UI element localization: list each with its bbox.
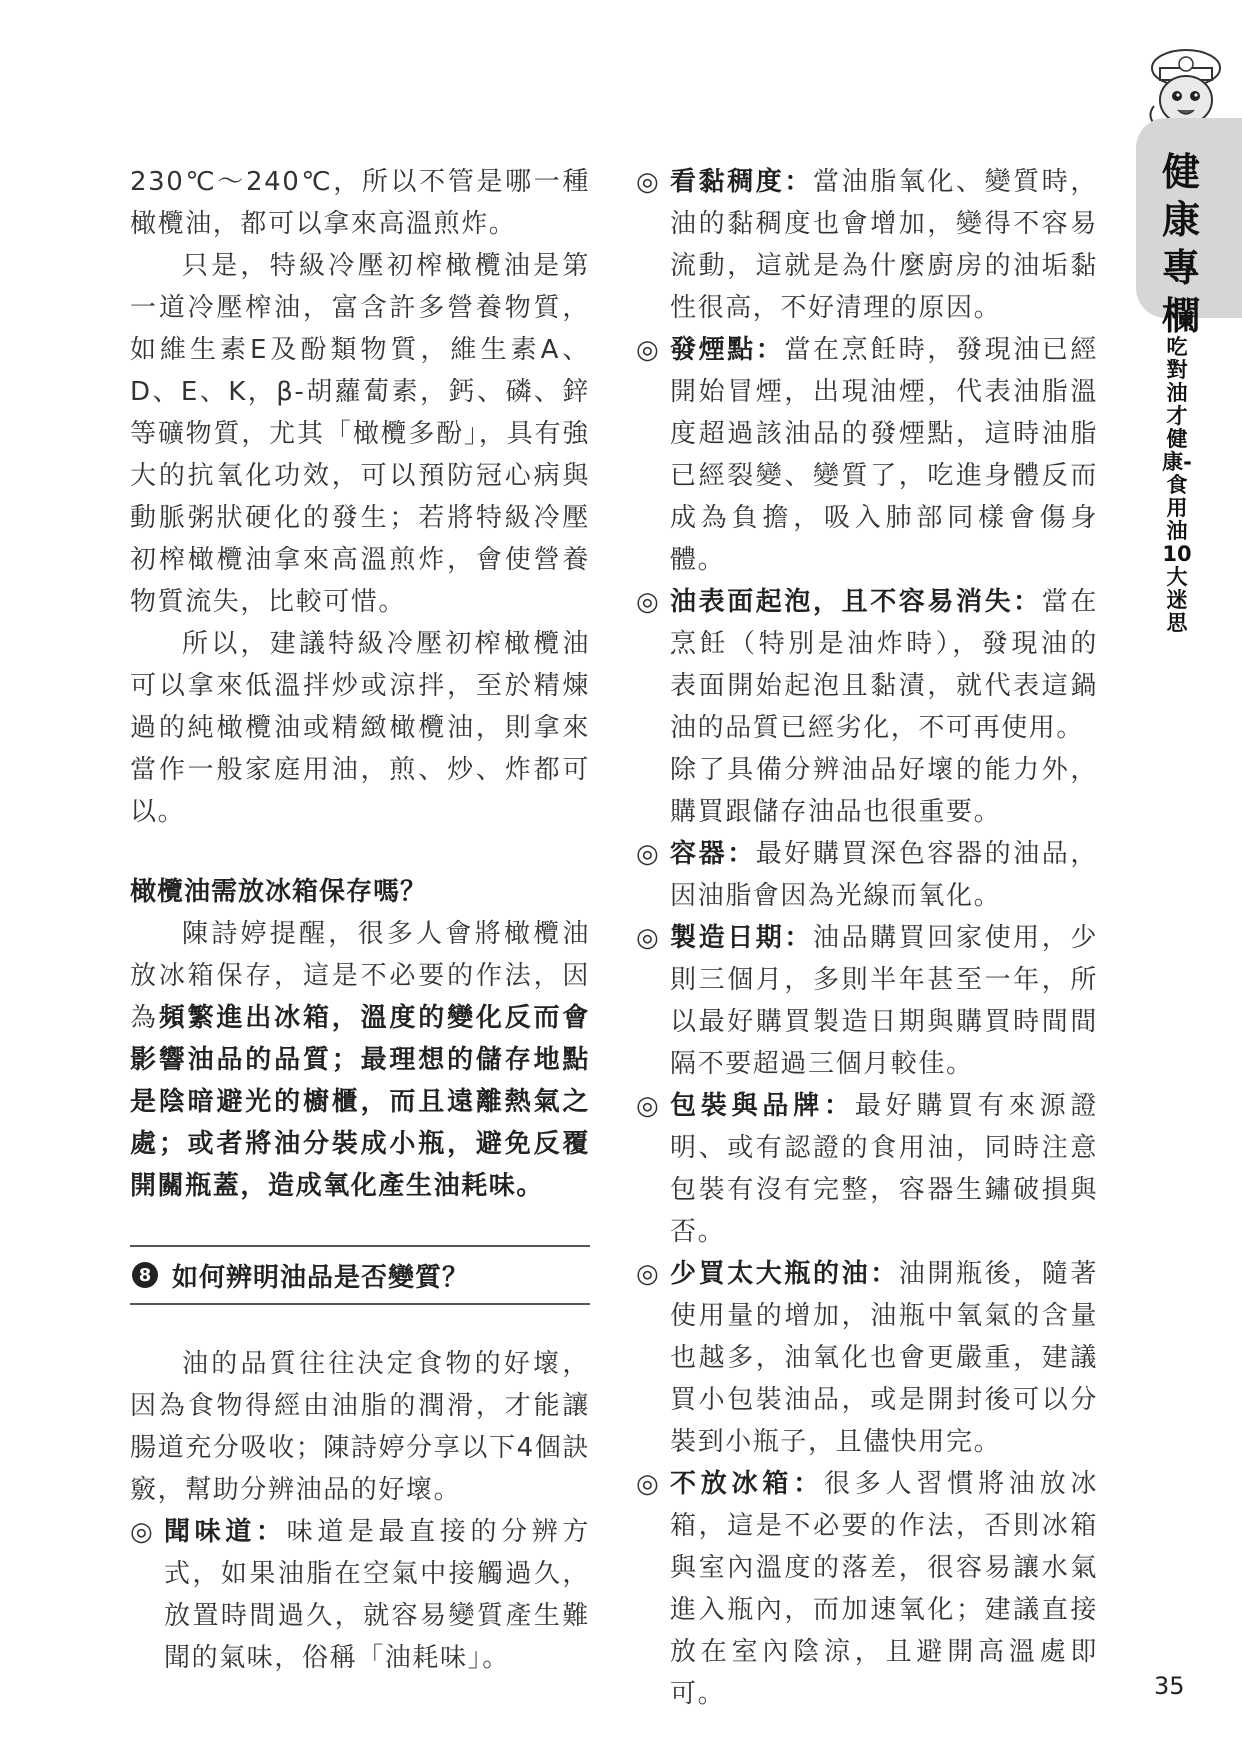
fridge-question-heading: 橄欖油需放冰箱保存嗎？ bbox=[130, 877, 428, 907]
tip-label: 發煙點： bbox=[670, 335, 785, 365]
bullet-mark: ◎ bbox=[636, 1469, 661, 1499]
tip-text: 味道是最直接的分辨方式，如果油脂在空氣中接觸過久，放置時間過久，就容易變質產生難聞的氣味，俗稱「油耗味」。 bbox=[164, 1517, 590, 1673]
tip-smell bbox=[130, 1511, 590, 1679]
tip-viscosity bbox=[636, 161, 1098, 329]
fridge-answer-paragraph bbox=[130, 913, 590, 1207]
tip-manufacture-date bbox=[636, 917, 1098, 1085]
tip-small-bottles bbox=[636, 1253, 1098, 1463]
fridge-answer-text: 陳詩婷提醒，很多人會將橄欖油放冰箱保存，這是不必要的作法，因為 bbox=[130, 919, 590, 1033]
tip-text: 最好購買深色容器的油品，因油脂會因為光線而氧化。 bbox=[670, 839, 1098, 911]
tip-text: 油品購買回家使用，少則三個月，多則半年甚至一年，所以最好購買製造日期與購買時間間隔不要超過三個月較佳。 bbox=[670, 923, 1098, 1079]
fridge-answer-bold-text: 頻繁進出冰箱，溫度的變化反而會影響油品的品質；最理想的儲存地點是陰暗避光的櫥櫃，而且遠離熱氣之處；或者將油分裝成小瓶，避免反覆開關瓶蓋，造成氧化產生油耗味。 bbox=[130, 1003, 590, 1201]
tip-label: 包裝與品牌： bbox=[670, 1091, 855, 1121]
tip-label: 聞味道： bbox=[164, 1517, 287, 1547]
bullet-mark: ◎ bbox=[636, 335, 661, 365]
tip-smoke-point bbox=[636, 329, 1098, 581]
tip-label: 不放冰箱： bbox=[670, 1469, 824, 1499]
buying-intro-paragraph: 除了具備分辨油品好壞的能力外，購買跟儲存油品也很重要。 bbox=[670, 755, 1098, 827]
tip-text: 當在烹飪（特別是油炸時），發現油的表面開始起泡且黏漬，就代表這鍋油的品質已經劣化，不可再使用。 bbox=[670, 587, 1098, 743]
tip-label: 看黏稠度： bbox=[670, 167, 813, 197]
paragraph-extra-virgin-nutrients: 只是，特級冷壓初榨橄欖油是第一道冷壓榨油，富含許多營養物質，如維生素E及酚類物質，維生素A、D、E、K，β-胡蘿蔔素，鈣、磷、鋅等礦物質，尤其「橄欖多酚」，具有強大的抗氧化功效，可以預防冠心病與動脈粥狀硬化的發生；若將特級冷壓初榨橄欖油拿來高溫煎炸，會使營養物質流失，比較可惜。 bbox=[130, 251, 590, 617]
tip-label: 容器： bbox=[670, 839, 756, 869]
section-number-badge: 8 bbox=[132, 1262, 158, 1288]
section-heading-8 bbox=[130, 1245, 590, 1305]
paragraph-quality-intro: 油的品質往往決定食物的好壞，因為食物得經由油脂的潤滑，才能讓腸道充分吸收；陳詩婷分享以下4個訣竅，幫助分辨油品的好壞。 bbox=[130, 1349, 590, 1505]
bullet-mark: ◎ bbox=[130, 1517, 155, 1547]
tip-label: 少買太大瓶的油： bbox=[670, 1259, 899, 1289]
side-tab-subtitle: 吃對油才健康-食用油10大迷思 bbox=[1162, 335, 1192, 635]
tip-container bbox=[636, 833, 1098, 917]
page-number: 35 bbox=[1154, 1672, 1185, 1700]
tip-no-fridge bbox=[636, 1463, 1098, 1715]
tip-text: 很多人習慣將油放冰箱，這是不必要的作法，否則冰箱與室內溫度的落差，很容易讓水氣進入瓶內，而加速氧化；建議直接放在室內陰涼，且避開高溫處即可。 bbox=[670, 1469, 1098, 1709]
tip-label: 製造日期： bbox=[670, 923, 813, 953]
tip-text: 當在烹飪時，發現油已經開始冒煙，出現油煙，代表油脂溫度超過該油品的發煙點，這時油脂已經裂變、變質了，吃進身體反而成為負擔，吸入肺部同樣會傷身體。 bbox=[670, 335, 1098, 575]
bullet-mark: ◎ bbox=[636, 167, 661, 197]
bullet-mark: ◎ bbox=[636, 923, 661, 953]
left-column bbox=[130, 161, 590, 1679]
paragraph-olive-oil-temp: 230℃～240℃，所以不管是哪一種橄欖油，都可以拿來高溫煎炸。 bbox=[130, 167, 590, 239]
bullet-mark: ◎ bbox=[636, 1259, 661, 1289]
side-tab-title: 健康專欄 bbox=[1161, 149, 1200, 338]
paragraph-usage-advice: 所以，建議特級冷壓初榨橄欖油可以拿來低溫拌炒或涼拌，至於精煉過的純橄欖油或精緻橄欖油，則拿來當作一般家庭用油，煎、炒、炸都可以。 bbox=[130, 629, 590, 827]
section-title: 如何辨明油品是否變質？ bbox=[172, 1262, 470, 1293]
bullet-mark: ◎ bbox=[636, 587, 661, 617]
tip-packaging-brand bbox=[636, 1085, 1098, 1253]
tip-text: 當油脂氧化、變質時，油的黏稠度也會增加，變得不容易流動，這就是為什麼廚房的油垢黏性很高，不好清理的原因。 bbox=[670, 167, 1098, 323]
right-column bbox=[636, 161, 1098, 1715]
bullet-mark: ◎ bbox=[636, 1091, 661, 1121]
tip-text: 最好購買有來源證明、或有認證的食用油，同時注意包裝有沒有完整，容器生鏽破損與否。 bbox=[670, 1091, 1098, 1247]
tip-label: 油表面起泡，且不容易消失： bbox=[670, 587, 1042, 617]
tip-foaming bbox=[636, 581, 1098, 749]
bullet-mark: ◎ bbox=[636, 839, 661, 869]
tip-text: 油開瓶後，隨著使用量的增加，油瓶中氧氣的含量也越多，油氧化也會更嚴重，建議買小包裝油品，或是開封後可以分裝到小瓶子，且儘快用完。 bbox=[670, 1259, 1098, 1457]
